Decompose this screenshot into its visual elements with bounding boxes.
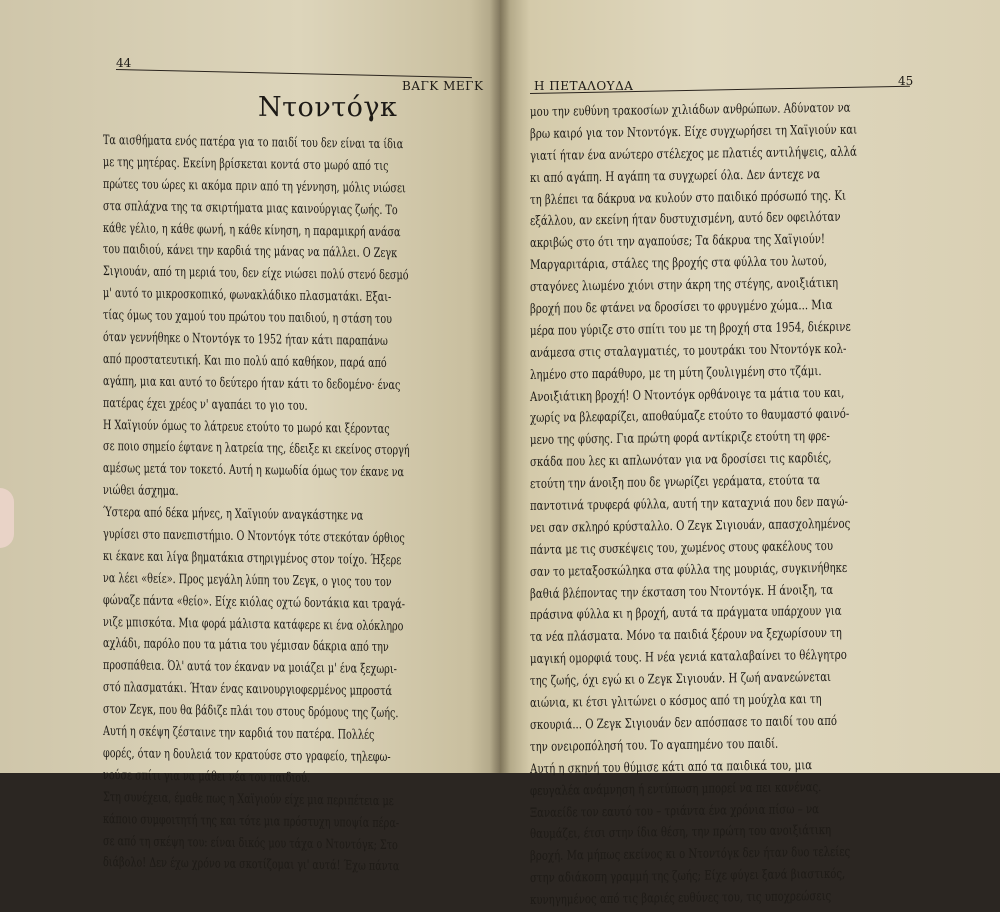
body-text (103, 130, 471, 874)
right-page (500, 0, 1000, 909)
text-line: της ζωής, όχι εγώ κι ο Ζεγκ Σιγιουάν. Η ζωή ανανεώνεται (530, 670, 832, 690)
text-line: φώναζε πάντα «θείο». Είχε κιόλας οχτώ δοντάκια και τραγά- (103, 592, 405, 612)
text-line: πράσινα φύλλα κι η βροχή, αυτά τα πράγματα υπάρχουν για (530, 604, 842, 624)
text-line: εξάλλου, αν εκείνη ήταν δυστυχισμένη, αυτό δεν οφειλόταν (530, 210, 841, 230)
text-line: προσπάθεια. Όλ' αυτά τον έκαναν να μοιάζει μ' ένα ξεχωρι- (103, 658, 397, 678)
text-line: μ' αυτό το μικροσκοπικό, φωνακλάδικο πλασματάκι. Εξαι- (103, 286, 392, 306)
text-line: μενο της φύσης. Για πρώτη φορά αντίκριζε ετούτη τη φρε- (530, 429, 830, 449)
text-line: ανάμεσα στις σταλαγματιές, το μουτράκι του Ντοντόγκ κολ- (530, 341, 847, 361)
book-gutter (490, 0, 510, 773)
text-line: πρώτες του ώρες κι ακόμα πριν από τη γέννηση, μόλις νιώσει (103, 176, 406, 197)
text-line: κάθε γέλιο, η κάθε φωνή, η κάθε κίνηση, η παραμικρή ανάσα (103, 220, 401, 240)
running-head: Η ΠΕΤΑΛΟΥΔΑ (534, 79, 634, 93)
text-line: χωρίς να βλεφαρίζει, αποθαύμαζε ετούτο το θαυμαστό φαινό- (530, 407, 850, 427)
text-line: θαυμάζει, έτσι στην ίδια θέση, την πρώτη του ανοιξιάτικη (530, 823, 832, 843)
text-line: μαγική ομορφιά τους. Η νέα γενιά καταλαβαίνει το θέλγητρο (530, 648, 847, 668)
text-line: τίας όμως του χαμού του πρώτου του παιδιού, η στάση του (103, 308, 393, 328)
text-line: όταν γεννήθηκε ο Ντοντόγκ το 1952 ήταν κάτι παραπάνω (103, 330, 388, 350)
text-line: λημένο στο παράθυρο, με τη μύτη ζουλιγμένη στο τζάμι. (530, 363, 822, 383)
text-line: σταγόνες λιωμένο χιόνι στην άκρη της στέγης, ανοιξιάτικη (530, 275, 839, 296)
text-line: νιώθει άσχημα. (103, 483, 179, 500)
chapter-title: Ντοντόγκ (258, 92, 398, 123)
running-head: ΒΑΓΚ ΜΕΓΚ (402, 79, 484, 93)
text-line: γυρίσει στο πανεπιστήμιο. Ο Ντοντόγκ τότε στεκόταν όρθιος (103, 527, 405, 547)
page-number: 45 (898, 74, 914, 88)
text-line: Τα αισθήματα ενός πατέρα για το παιδί του δεν είναι τα ίδια (103, 133, 404, 153)
text-line: κι έκανε και λίγα βηματάκια στηριγμένος στον τοίχο. Ήξερε (103, 548, 402, 569)
text-line: από προστατευτική. Και πιο πολύ από καθήκον, παρά από (103, 351, 387, 371)
text-line: σαν το μεταξοσκώληκα στα φύλλα της μουριάς, συγκινήθηκε (530, 560, 848, 580)
text-line: σκάδα που λες κι απλωνόταν για να δροσίσει τις καρδιές, (530, 451, 832, 471)
text-line: Ύστερα από δέκα μήνες, η Χαϊγιούν αναγκάστηκε να (103, 505, 364, 524)
text-line: στον Ζεγκ, που θα βάδιζε πλάι του στους δρόμους της ζωής. (103, 702, 399, 722)
text-line: κυνηγημένος από τις βαριές ευθύνες του, τις υποχρεώσεις (530, 889, 832, 909)
text-line: Ξαναείδε τον εαυτό του – τριάντα ένα χρόνια πίσω – να (530, 801, 820, 821)
page-number: 44 (116, 56, 132, 70)
text-line: Σιγιουάν, από τη μεριά του, δεν είχε νιώσει πολύ στενό δεσμό (103, 264, 409, 284)
text-line: αιώνια, κι έτσι γλιτώνει ο κόσμος από τη μούχλα και τη (530, 692, 822, 712)
header-rule (116, 69, 472, 78)
text-line: Στη συνέχεια, έμαθε πως η Χαϊγιούν είχε μια περιπέτεια με (103, 789, 394, 809)
text-line: πάντα με τις συσκέψεις του, χωμένος στους φακέλους του (530, 538, 834, 558)
text-line: μου την ευθύνη τρακοσίων χιλιάδων ανθρώπων. Αδύνατον να (530, 100, 851, 120)
text-line: νούσε σπίτι για να μάθει νέα του παιδιού. (103, 767, 311, 786)
text-line: Ανοιξιάτικη βροχή! Ο Ντοντόγκ ορθάνοιγε τα μάτια του και, (530, 385, 845, 405)
text-line: κάποιο συμφοιτητή της και τότε μια πρόστυχη υποψία πέρα- (103, 811, 400, 831)
text-line: την ονειροπόλησή του. Το αγαπημένο του παιδί. (530, 736, 779, 755)
text-line: βροχή. Μα μήπως εκείνος κι ο Ντοντόγκ δεν ήταν δυο τελείες (530, 844, 851, 865)
text-line: σε από τη σκέψη του: είναι δικός μου τάχα ο Ντοντόγκ; Στο (103, 833, 398, 853)
text-line: γιατί ήταν ένα ανώτερο στέλεχος με πλατιές αντιλήψεις, αλλά (530, 144, 857, 164)
text-line: να λέει «θείε». Προς μεγάλη λύπη του Ζεγκ, ο γιος του τον (103, 570, 392, 590)
text-line: παντοτινά τρυφερά φύλλα, αυτή την καταχνιά που δεν παγώ- (530, 494, 848, 515)
text-line: πατέρας έχει χρέος ν' αγαπάει το γιο του. (103, 395, 308, 414)
text-line: βαθιά βλέποντας την έκσταση του Ντοντόγκ. Η άνοιξη, τα (530, 582, 834, 602)
text-line: Αυτή η σκηνή του θύμισε κάτι από τα παιδικά του, μια (530, 757, 813, 777)
thumb (0, 488, 14, 548)
text-line: βρω καιρό για τον Ντοντόγκ. Είχε συγχωρήσει τη Χαϊγιούν και (530, 122, 858, 142)
text-line: στην αδιάκοπη γραμμή της ζωής; Είχε φύγει ξανά βιαστικός, (530, 866, 846, 887)
text-line: με της μητέρας. Εκείνη βρίσκεται κοντά στο μωρό από τις (103, 154, 389, 174)
text-line: κι από αγάπη. Η αγάπη τα συγχωρεί όλα. Δεν άντεχε να (530, 166, 821, 186)
text-line: σε ποιο σημείο έφτανε η λατρεία της, έδειξε κι εκείνος στοργή (103, 439, 410, 459)
text-line: φευγαλέα ανάμνηση ή εντύπωση μπορεί να πει κανένας. (530, 779, 822, 799)
text-line: μέρα που γύριζε στο σπίτι του με τη βροχή στα 1954, διέκρινε (530, 319, 851, 339)
text-line: Μαργαριτάρια, στάλες της βροχής στα φύλλα του λωτού, (530, 254, 828, 274)
text-line: αγάπη, μια και αυτό το δεύτερο ήταν κάτι το δεδομένο· ένας (103, 373, 401, 394)
text-line: αμέσως μετά τον τοκετό. Αυτή η κωμωδία όμως τον έκανε να (103, 461, 404, 481)
text-line: ετούτη την άνοιξη που δε γνωρίζει γεράματα, ετούτα τα (530, 473, 820, 493)
text-line: νιζε μπισκότα. Μια φορά μάλιστα κατάφερε κι ένα ολόκληρο (103, 614, 404, 634)
text-line: Αυτή η σκέψη ζέσταινε την καρδιά του πατέρα. Πολλές (103, 724, 375, 743)
text-line: στα σπλάχνα της τα σκιρτήματα μιας καινούργιας ζωής. Το (103, 198, 398, 218)
text-line: τη βλέπει τα δάκρυα να κυλούν στο παιδικό πρόσωπό της. Κι (530, 188, 846, 208)
text-line: βροχή που δε φτάνει να δροσίσει το φρυγμένο χώμα... Μια (530, 297, 833, 318)
left-page (0, 0, 500, 875)
text-line: τα νέα πλάσματα. Μόνο τα παιδιά ξέρουν να ξεχωρίσουν τη (530, 626, 842, 646)
text-line: του παιδιού, κάνει την καρδιά της μάνας να πάλλει. Ο Ζεγκ (103, 242, 398, 262)
body-text (530, 102, 910, 912)
text-line: στό πλασματάκι. Ήταν ένας καινουργιοφερμένος μπροστά (103, 680, 393, 700)
text-line: σκουριά... Ο Ζεγκ Σιγιουάν δεν απόσπασε το παιδί του από (530, 713, 837, 733)
text-line: αχλάδι, παρόλο που τα μάτια του γέμισαν δάκρια από την (103, 636, 389, 656)
text-line: ακριβώς στο ότι την αγαπούσε; Τα δάκρυα της Χαϊγιούν! (530, 232, 825, 252)
text-line: διάβολο! Δεν έχω χρόνο να σκοτίζομαι γι' αυτά! Έχω πάντα (103, 855, 400, 875)
text-line: φορές, όταν η δουλειά τον κρατούσε στο γραφείο, τηλεφω- (103, 745, 391, 766)
text-line: Η Χαϊγιούν όμως το λάτρευε ετούτο το μωρό και ξέροντας (103, 417, 390, 437)
text-line: νει σαν σκληρό κρύσταλλο. Ο Ζεγκ Σιγιουάν, απασχολημένος (530, 516, 851, 536)
